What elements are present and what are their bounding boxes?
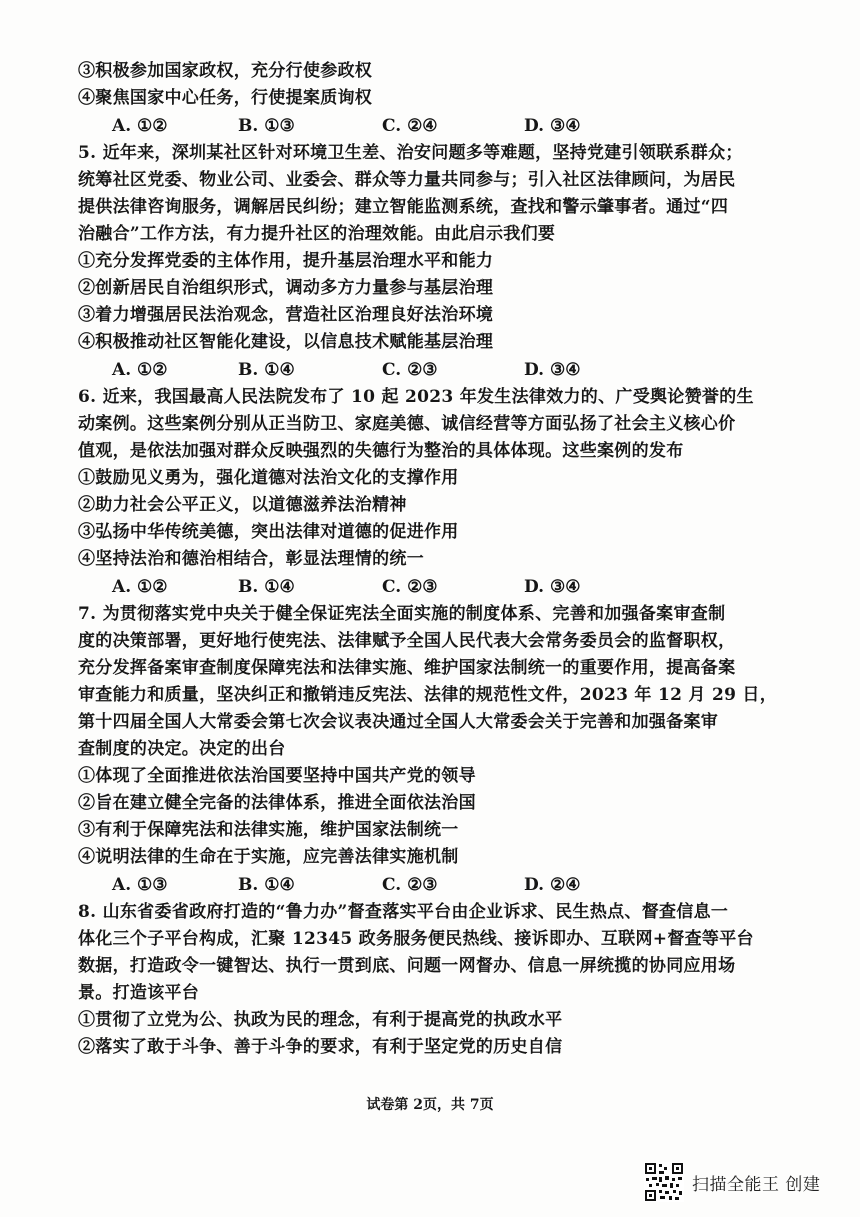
option-a: A. ①② xyxy=(112,360,168,380)
item-line: ③弘扬中华传统美德，突出法律对道德的促进作用 xyxy=(78,522,459,542)
option-d: D. ③④ xyxy=(524,360,581,380)
question-stem-line: 7. 为贯彻落实党中央关于健全保证宪法全面实施的制度体系、完善和加强备案审查制 xyxy=(78,604,726,624)
scanner-watermark xyxy=(644,1160,820,1204)
option-c: C. ②③ xyxy=(382,875,438,895)
item-line: ①充分发挥党委的主体作用，提升基层治理水平和能力 xyxy=(78,251,494,271)
item-line: ④积极推动社区智能化建设，以信息技术赋能基层治理 xyxy=(78,332,494,352)
question-stem-line: 值观，是依法加强对群众反映强烈的失德行为整治的具体体现。这些案例的发布 xyxy=(78,441,684,461)
question-stem-line: 6. 近来，我国最高人民法院发布了 10 起 2023 年发生法律效力的、广受舆论赞誉的生 xyxy=(78,387,754,407)
qr-code-icon xyxy=(644,1162,684,1202)
question-stem-line: 8. 山东省委省政府打造的“鲁力办”督查落实平台由企业诉求、民生热点、督查信息一 xyxy=(78,902,729,922)
option-a: A. ①② xyxy=(112,577,168,597)
question-stem-line: 数据，打造政令一键智达、执行一贯到底、问题一网督办、信息一屏统揽的协同应用场 xyxy=(78,956,736,976)
item-line: ③积极参加国家政权，充分行使参政权 xyxy=(78,61,373,81)
question-stem-line: 提供法律咨询服务，调解居民纠纷；建立智能监测系统，查找和警示肇事者。通过“四 xyxy=(78,197,729,217)
option-b: B. ①④ xyxy=(238,875,295,895)
question-stem-line: 动案例。这些案例分别从正当防卫、家庭美德、诚信经营等方面弘扬了社会主义核心价 xyxy=(78,414,736,434)
question-stem-line: 5. 近年来，深圳某社区针对环境卫生差、治安问题多等难题，坚持党建引领联系群众； xyxy=(78,143,743,163)
question-stem-line: 统筹社区党委、物业公司、业委会、群众等力量共同参与；引入社区法律顾问，为居民 xyxy=(78,170,736,190)
question-6 xyxy=(78,384,798,601)
question-stem-line: 体化三个子平台构成，汇聚 12345 政务服务便民热线、接诉即办、互联网+督查等平台 xyxy=(78,929,754,949)
option-d: D. ③④ xyxy=(524,577,581,597)
option-c: C. ②③ xyxy=(382,577,438,597)
option-c: C. ②③ xyxy=(382,360,438,380)
item-line: ②助力社会公平正义，以道德滋养法治精神 xyxy=(78,495,407,515)
item-line: ②落实了敢于斗争、善于斗争的要求，有利于坚定党的历史自信 xyxy=(78,1037,563,1057)
item-line: ④聚焦国家中心任务，行使提案质询权 xyxy=(78,88,373,108)
page-content xyxy=(78,58,798,1061)
item-line: ①体现了全面推进依法治国要坚持中国共产党的领导 xyxy=(78,766,476,786)
option-c: C. ②④ xyxy=(382,116,438,136)
item-line: ③有利于保障宪法和法律实施，维护国家法制统一 xyxy=(78,820,459,840)
option-a: A. ①③ xyxy=(112,875,168,895)
item-line: ②旨在建立健全完备的法律体系，推进全面依法治国 xyxy=(78,793,476,813)
question-stem-line: 充分发挥备案审查制度保障宪法和法律实施、维护国家法制统一的重要作用，提高备案 xyxy=(78,658,736,678)
item-line: ①贯彻了立党为公、执政为民的理念，有利于提高党的执政水平 xyxy=(78,1010,563,1030)
option-d: D. ②④ xyxy=(524,875,581,895)
answer-options xyxy=(78,871,798,899)
option-a: A. ①② xyxy=(112,116,168,136)
item-line: ①鼓励见义勇为，强化道德对法治文化的支撑作用 xyxy=(78,468,459,488)
answer-options xyxy=(78,112,798,140)
question-stem-line: 度的决策部署，更好地行使宪法、法律赋予全国人民代表大会常务委员会的监督职权， xyxy=(78,631,736,651)
answer-options xyxy=(78,356,798,384)
question-7 xyxy=(78,601,798,899)
question-stem-line: 查制度的决定。决定的出台 xyxy=(78,739,286,759)
option-b: B. ①③ xyxy=(238,116,295,136)
item-line: ②创新居民自治组织形式，调动多方力量参与基层治理 xyxy=(78,278,494,298)
item-line: ③着力增强居民法治观念，营造社区治理良好法治环境 xyxy=(78,305,494,325)
option-b: B. ①④ xyxy=(238,360,295,380)
page-footer: 试卷第 2页，共 7页 xyxy=(366,1097,494,1113)
question-8 xyxy=(78,899,798,1061)
item-line: ④坚持法治和德治相结合，彰显法理情的统一 xyxy=(78,549,424,569)
answer-options xyxy=(78,573,798,601)
question-5 xyxy=(78,140,798,384)
question-stem-line: 景。打造该平台 xyxy=(78,983,200,1003)
question-stem-line: 第十四届全国人大常委会第七次会议表决通过全国人大常委会关于完善和加强备案审 xyxy=(78,712,719,732)
watermark-text: 扫描全能王 创建 xyxy=(692,1174,821,1195)
item-line: ④说明法律的生命在于实施，应完善法律实施机制 xyxy=(78,847,459,867)
option-d: D. ③④ xyxy=(524,116,581,136)
question-stem-line: 治融合”工作方法，有力提升社区的治理效能。由此启示我们要 xyxy=(78,224,556,244)
question-stem-line: 审查能力和质量，坚决纠正和撤销违反宪法、法律的规范性文件，2023 年 12 月 29 日， xyxy=(78,685,778,705)
option-b: B. ①④ xyxy=(238,577,295,597)
